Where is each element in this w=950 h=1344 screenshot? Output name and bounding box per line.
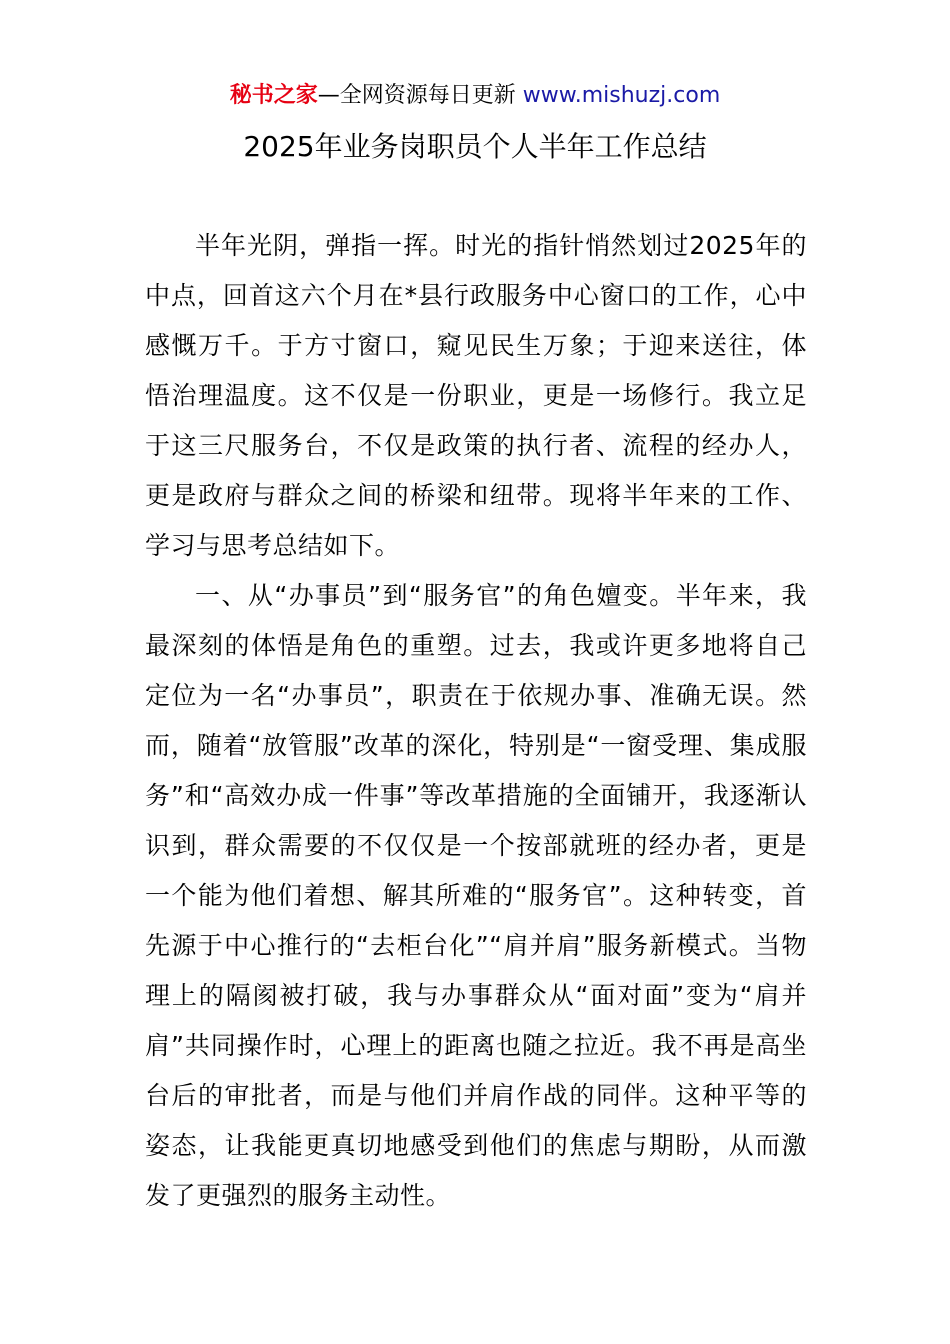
site-banner (0, 78, 950, 114)
brand-name: 秘书之家 (229, 83, 318, 108)
banner-tagline: —全网资源每日更新 (317, 83, 523, 108)
paragraph-section-1: 一、从“办事员”到“服务官”的角色嬗变。半年来，我最深刻的体悟是角色的重塑。过去，我或许更多地将自己定位为一名“办事员”，职责在于依规办事、准确无误。然而，随着“放管服”改革的深化，特别是“一窗受理、集成服务”和“高效办成一件事”等改革措施的全面铺开，我逐渐认识到，群众需要的不仅仅是一个按部就班的经办者，更是一个能为他们着想、解其所难的“服务官”。这种转变，首先源于中心推行的“去柜台化”“肩并肩”服务新模式。当物理上的隔阂被打破，我与办事群众从“面对面”变为“肩并肩”共同操作时，心理上的距离也随之拉近。我不再是高坐台后的审批者，而是与他们并肩作战的同伴。这种平等的姿态，让我能更真切地感受到他们的焦虑与期盼，从而激发了更强烈的服务主动性。 (145, 581, 807, 1210)
site-url-link[interactable]: www.mishuzj.com (522, 83, 721, 108)
paragraph-intro: 半年光阴，弹指一挥。时光的指针悄然划过2025年的中点，回首这六个月在*县行政服务中心窗口的工作，心中感慨万千。于方寸窗口，窥见民生万象；于迎来送往，体悟治理温度。这不仅是一份职业，更是一场修行。我立足于这三尺服务台，不仅是政策的执行者、流程的经办人，更是政府与群众之间的桥梁和纽带。现将半年来的工作、学习与思考总结如下。 (145, 231, 807, 560)
document-title: 2025年业务岗职员个人半年工作总结 (243, 130, 707, 163)
document-body (145, 221, 807, 1221)
